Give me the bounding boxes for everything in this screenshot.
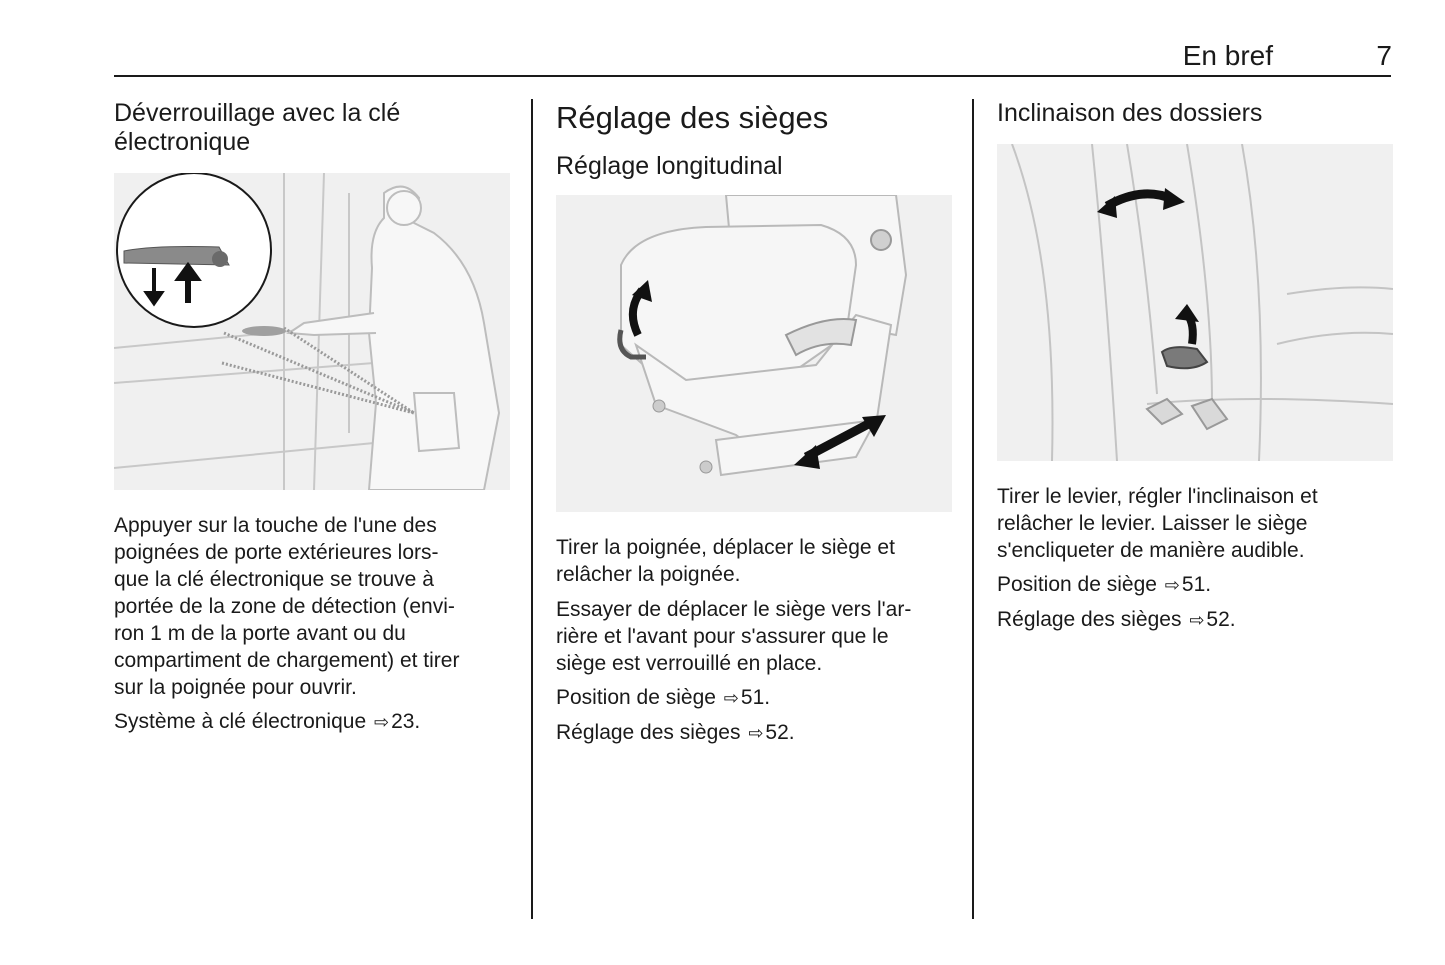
reference-page: 51. (740, 686, 771, 709)
text-line: compartiment de chargement) et tirer (114, 649, 460, 672)
section-heading (114, 99, 514, 157)
cross-reference[interactable] (997, 606, 1393, 634)
header-rule (114, 75, 1391, 77)
body-paragraph (997, 483, 1393, 564)
text-line: relâcher la poignée. (556, 563, 741, 586)
column-keyless-unlock (114, 99, 514, 736)
text-line: Tirer le levier, régler l'inclinaison et (997, 485, 1318, 508)
column-backrest-recline (997, 99, 1393, 634)
backrest-recline-illustration (997, 144, 1393, 461)
column-divider (972, 99, 974, 919)
text-line: siège est verrouillé en place. (556, 652, 823, 675)
cross-reference[interactable] (556, 719, 952, 747)
reference-arrow-icon: ⇨ (723, 688, 739, 708)
header-title: En bref (1182, 40, 1273, 71)
body-paragraph (556, 534, 952, 588)
reference-text: Réglage des sièges (997, 608, 1182, 631)
text-line: Appuyer sur la touche de l'une des (114, 514, 437, 537)
reference-text: Position de siège (556, 686, 716, 709)
text-line: sur la poignée pour ouvrir. (114, 676, 357, 699)
reference-text: Système à clé électronique (114, 710, 367, 733)
reference-text: Position de siège (997, 573, 1157, 596)
body-paragraph (556, 596, 952, 677)
text-line: s'encliqueter de manière audible. (997, 539, 1305, 562)
text-line: que la clé électronique se trouve à (114, 568, 434, 591)
text-line: Tirer la poignée, déplacer le siège et (556, 536, 895, 559)
page-title: Réglage des sièges (556, 100, 829, 135)
body-paragraph (114, 512, 514, 701)
text-line: portée de la zone de détection (envi- (114, 595, 455, 618)
reference-page: 52. (1206, 608, 1236, 631)
reference-arrow-icon: ⇨ (748, 723, 764, 743)
text-line: poignées de porte extérieures lors- (114, 541, 439, 564)
heading-line: électronique (114, 128, 251, 156)
reference-page: 23. (391, 710, 421, 733)
reference-arrow-icon: ⇨ (373, 712, 390, 732)
page-number: 7 (1376, 40, 1392, 71)
text-line: rière et l'avant pour s'assurer que le (556, 625, 889, 648)
column-seat-adjustment (556, 99, 952, 747)
reference-arrow-icon: ⇨ (1189, 610, 1205, 630)
cross-reference[interactable] (997, 571, 1393, 599)
text-line: Essayer de déplacer le siège vers l'ar- (556, 598, 912, 621)
cross-reference[interactable] (556, 684, 952, 712)
seat-longitudinal-illustration (556, 195, 952, 512)
cross-reference[interactable] (114, 708, 514, 736)
reference-text: Réglage des sièges (556, 721, 741, 744)
section-heading: Inclinaison des dossiers (997, 99, 1263, 127)
section-subtitle: Réglage longitudinal (556, 152, 783, 180)
reference-arrow-icon: ⇨ (1164, 575, 1180, 595)
door-handle-illustration (114, 173, 510, 490)
reference-page: 51. (1181, 573, 1212, 596)
text-line: ron 1 m de la porte avant ou du (114, 622, 406, 645)
heading-line: Déverrouillage avec la clé (114, 99, 401, 127)
column-divider (531, 99, 533, 919)
text-line: relâcher le levier. Laisser le siège (997, 512, 1308, 535)
reference-page: 52. (765, 721, 795, 744)
